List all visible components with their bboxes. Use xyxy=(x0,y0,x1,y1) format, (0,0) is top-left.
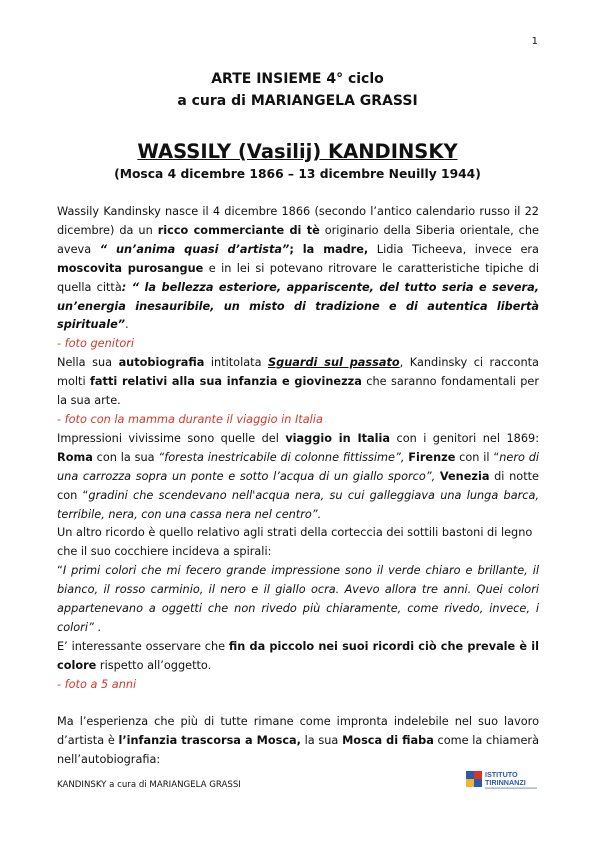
quote-text: “ un’anima quasi d’artista” xyxy=(99,242,290,256)
text: rispetto all’oggetto. xyxy=(96,658,212,672)
text: con la sua xyxy=(92,450,159,464)
text: che saranno fondamentali per la sua arte. xyxy=(57,375,539,408)
paragraph-observation xyxy=(57,638,539,676)
text: , Kandinsky ci racconta molti xyxy=(57,356,539,389)
logo-line2: TIRINNANZI xyxy=(485,778,526,787)
page-subtitle: (Mosca 4 dicembre 1866 – 13 dicembre Neuilly 1944) xyxy=(114,167,481,181)
bold-text: moscovita purosangue xyxy=(57,261,204,275)
text: . xyxy=(125,318,129,332)
text: con il “ xyxy=(455,450,500,464)
italic-text: “foresta inestricabile di colonne fittissime”, xyxy=(158,450,405,464)
page-number: 1 xyxy=(531,36,538,47)
quote-text: : “ la bellezza esteriore, appariscente, del tutto seria e severa, un’energia inesauribile, un misto di tradizione e di autentica libertà spirituale” xyxy=(57,280,540,332)
document-body xyxy=(57,203,539,770)
logo-square-blue xyxy=(466,771,474,779)
photo-note-parents: - foto genitori xyxy=(57,337,135,351)
text: Lidia Ticheeva, invece era xyxy=(368,242,539,256)
logo-tagline xyxy=(485,788,537,789)
italic-text: gradini che scendevano nell'acqua nera, su cui galleggiava una lunga barca, terribile, nera, con una cassa nera nel centro”. xyxy=(57,488,539,521)
school-logo xyxy=(466,768,546,792)
paragraph-autobiography xyxy=(57,354,539,411)
text: . xyxy=(93,620,101,634)
text: con i genitori nel 1869: xyxy=(390,431,539,445)
paragraph-birth xyxy=(57,203,539,335)
bold-text: Firenze xyxy=(408,450,456,464)
text: di notte con “ xyxy=(57,469,540,502)
text: Impressioni vivissime sono quelle del xyxy=(57,431,286,445)
page-footer: KANDINSKY a cura di MARIANGELA GRASSI xyxy=(57,780,241,790)
text: Ma l’esperienza che più di tutte rimane come impronta indelebile nel suo lavoro d’artista è xyxy=(57,715,539,748)
text: intitolata xyxy=(204,356,268,370)
logo-square-blue-2 xyxy=(474,779,482,787)
photo-note-mother-italy: - foto con la mamma durante il viaggio in Italia xyxy=(57,412,323,426)
text: E’ interessante osservare che xyxy=(57,639,229,653)
italic-text: nero di una carrozza sopra un ponte e sotto l’acqua di un giallo sporco”, xyxy=(57,450,540,483)
bold-text: Roma xyxy=(57,450,93,464)
logo-line1: ISTITUTO xyxy=(485,770,518,779)
paragraph-memory: Un altro ricordo è quello relativo agli strati della corteccia dei sottili bastoni di legno che il suo cocchiere incideva a spirali: xyxy=(57,526,533,559)
text: originario della Siberia orientale, che aveva xyxy=(57,223,539,256)
bold-text: fin da piccolo nei suoi ricordi ciò che prevale è il colore xyxy=(57,639,539,672)
italic-text: I primi colori che mi fecero grande impressione sono il verde chiaro e brillante, il bianco, il rosso carminio, il nero e il giallo ocra. Avevo allora tre anni. Quei colori appartenevano a oggetti che non rivedo più chiaramente, come rivedo, invece, i colori” xyxy=(57,564,539,634)
page-title: WASSILY (Vasilij) KANDINSKY xyxy=(137,140,458,163)
photo-note-five-years: - foto a 5 anni xyxy=(57,677,137,691)
bold-text: ricco commerciante di tè xyxy=(157,223,320,237)
bold-text: ; la madre, xyxy=(289,242,369,256)
bold-text: viaggio in Italia xyxy=(285,431,391,445)
text: come la chiamerà nell’autobiografia: xyxy=(57,734,540,767)
paragraph-italy-trip xyxy=(57,430,539,525)
paragraph-gap xyxy=(57,695,539,714)
text: Wassily Kandinsky nasce il 4 dicembre 1866 (secondo l’antico calendario russo il 22 dicembre) da un xyxy=(57,205,539,237)
book-title: Sguardi sul passato xyxy=(268,356,400,370)
logo-square-yellow xyxy=(466,779,474,787)
text: Nella sua xyxy=(57,356,119,370)
paragraph-moscow xyxy=(57,713,539,770)
text: “ xyxy=(57,564,63,578)
text: e in lei si potevano ritrovare le caratteristiche tipiche di quella città xyxy=(57,261,539,294)
course-curator: a cura di MARIANGELA GRASSI xyxy=(177,93,418,109)
paragraph-colors-quote xyxy=(57,562,539,638)
bold-text: Venezia xyxy=(439,469,490,483)
text: la sua xyxy=(300,734,343,748)
bold-text: l’infanzia trascorsa a Mosca, xyxy=(118,734,301,748)
bold-text: fatti relativi alla sua infanzia e giovinezza xyxy=(90,375,362,389)
bold-text: Mosca di fiaba xyxy=(342,734,434,748)
course-title: ARTE INSIEME 4° ciclo xyxy=(211,71,384,87)
bold-text: autobiografia xyxy=(118,356,205,370)
logo-square-red xyxy=(474,771,482,779)
